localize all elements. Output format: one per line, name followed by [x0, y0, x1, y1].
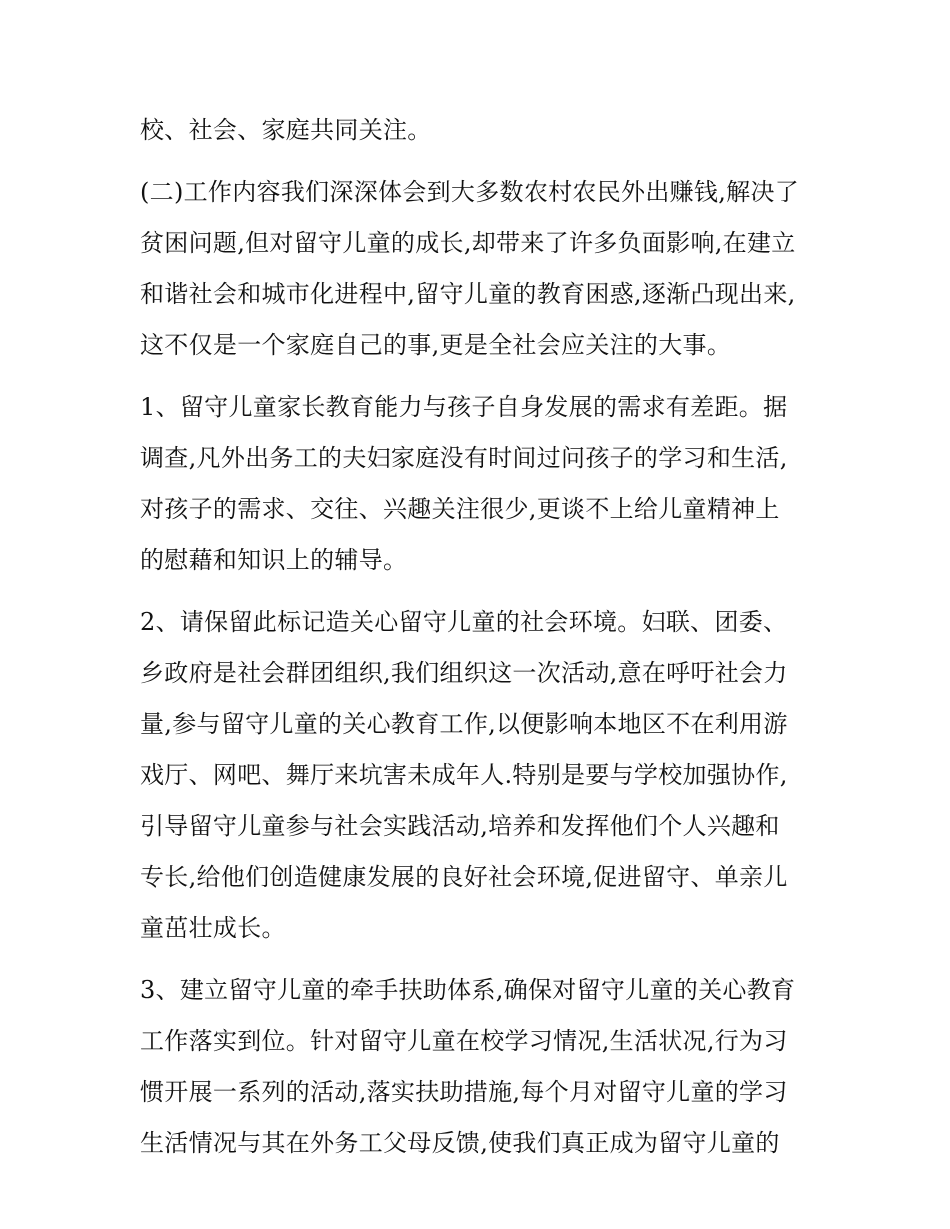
text-line: 这不仅是一个家庭自己的事,更是全社会应关注的大事。	[140, 331, 732, 359]
text-line: 工作落实到位。针对留守儿童在校学习情况,生活状况,行为习	[140, 1027, 788, 1055]
paragraph	[140, 968, 812, 1172]
paragraph	[140, 108, 812, 170]
text-line: 惯开展一系列的活动,落实扶助措施,每个月对留守儿童的学习	[140, 1078, 788, 1106]
text-line: 调查,凡外出务工的夫妇家庭没有时间过问孩子的学习和生活,	[140, 444, 788, 472]
text-line: 乡政府是社会群团组织,我们组织这一次活动,意在呼吁社会力	[140, 659, 788, 687]
text-line: 童茁壮成长。	[140, 914, 286, 942]
text-line: 校、社会、家庭共同关注。	[140, 116, 432, 144]
text-line: 和谐社会和城市化进程中,留守儿童的教育困惑,逐渐凸现出来,	[140, 280, 796, 308]
text-line: 的慰藉和知识上的辅导。	[140, 546, 408, 574]
text-line: 生活情况与其在外务工父母反馈,使我们真正成为留守儿童的	[140, 1129, 780, 1157]
paragraph	[140, 170, 812, 385]
text-line: 贫困问题,但对留守儿童的成长,却带来了许多负面影响,在建立	[140, 229, 796, 257]
text-line: 对孩子的需求、交往、兴趣关注很少,更谈不上给儿童精神上	[140, 495, 780, 523]
text-line: 专长,给他们创造健康发展的良好社会环境,促进留守、单亲儿	[140, 863, 788, 891]
text-line: (二)工作内容我们深深体会到大多数农村农民外出赚钱,解决了	[140, 178, 800, 206]
text-line: 戏厅、网吧、舞厅来坑害未成年人.特别是要与学校加强协作,	[140, 761, 788, 789]
text-line: 引导留守儿童参与社会实践活动,培养和发挥他们个人兴趣和	[140, 812, 780, 840]
text-line: 1、留守儿童家长教育能力与孩子自身发展的需求有差距。据	[140, 393, 788, 421]
text-line: 2、请保留此标记造关心留守儿童的社会环境。妇联、团委、	[140, 608, 788, 636]
paragraph	[140, 600, 812, 968]
paragraph	[140, 385, 812, 600]
document-body	[140, 108, 812, 1172]
text-line: 量,参与留守儿童的关心教育工作,以便影响本地区不在利用游	[140, 710, 788, 738]
text-line: 3、建立留守儿童的牵手扶助体系,确保对留守儿童的关心教育	[140, 976, 796, 1004]
